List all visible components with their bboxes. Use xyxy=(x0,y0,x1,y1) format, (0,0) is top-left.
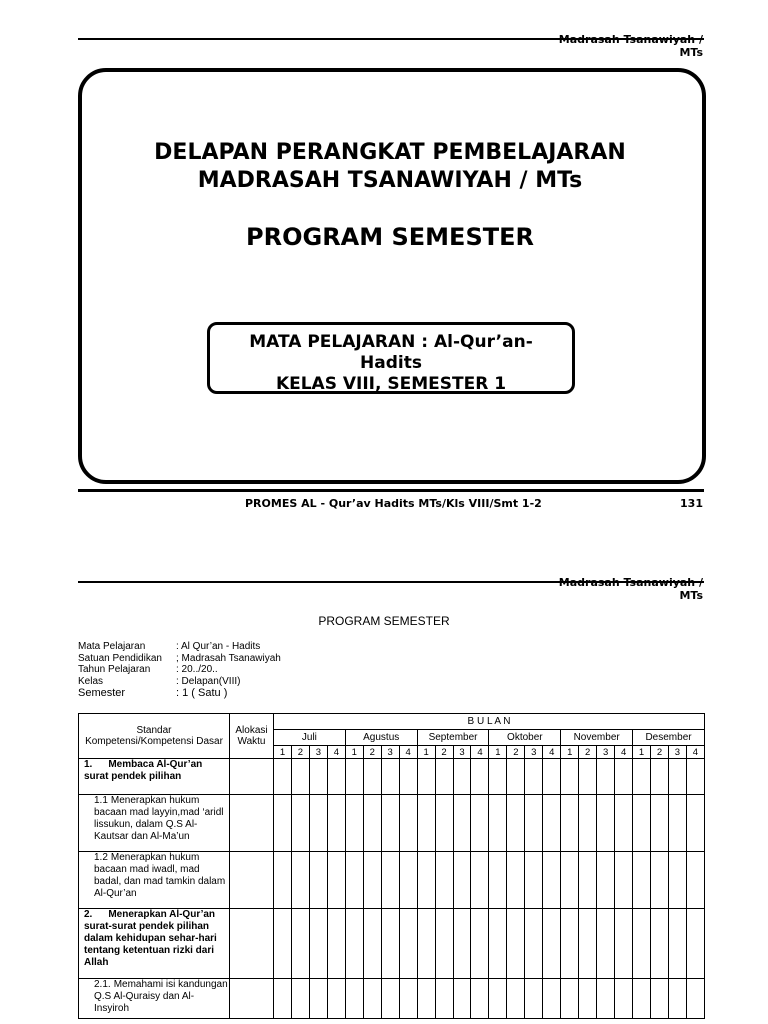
week-cell xyxy=(597,852,615,909)
week-cell xyxy=(435,909,453,979)
week-cell xyxy=(633,759,651,795)
page1-footer-rule xyxy=(78,489,704,492)
week-cell xyxy=(579,759,597,795)
page1-footer-text: PROMES AL - Qur’av Hadits MTs/Kls VIII/Smt 1-2 xyxy=(245,497,542,510)
week-cell xyxy=(579,979,597,1019)
week-cell xyxy=(363,852,381,909)
week-number: 4 xyxy=(686,746,704,759)
week-cell xyxy=(561,979,579,1019)
week-cell xyxy=(525,979,543,1019)
kompetensi-cell xyxy=(79,852,230,909)
week-cell xyxy=(453,909,471,979)
info-label: Tahun Pelajaran xyxy=(78,664,151,675)
week-number: 2 xyxy=(363,746,381,759)
week-cell xyxy=(327,909,345,979)
alokasi-cell xyxy=(230,909,274,979)
week-cell xyxy=(417,852,435,909)
week-cell xyxy=(327,795,345,852)
week-cell xyxy=(525,909,543,979)
week-cell xyxy=(525,795,543,852)
cover-title-line1: DELAPAN PERANGKAT PEMBELAJARAN xyxy=(154,140,626,165)
info-row xyxy=(78,641,281,653)
week-number: 4 xyxy=(543,746,561,759)
week-number: 3 xyxy=(381,746,399,759)
week-cell xyxy=(471,795,489,852)
col-header-bulan: B U L A N xyxy=(274,714,705,730)
mapel-line2: Hadits xyxy=(360,353,422,373)
program-semester-table xyxy=(78,713,705,1019)
mapel-box xyxy=(207,322,575,394)
week-cell xyxy=(435,852,453,909)
week-cell xyxy=(633,979,651,1019)
kompetensi-text: Menerapkan Al-Qur’an surat-surat pendek pilihan dalam kehidupan sehar-hari tentang ketentuan rizki dari Allah xyxy=(84,909,217,968)
week-cell xyxy=(399,909,417,979)
week-cell xyxy=(381,979,399,1019)
week-cell xyxy=(363,795,381,852)
week-cell xyxy=(381,852,399,909)
week-cell xyxy=(525,852,543,909)
week-cell xyxy=(686,759,704,795)
alokasi-cell xyxy=(230,795,274,852)
week-cell xyxy=(274,759,292,795)
month-header: November xyxy=(561,730,633,746)
program-semester-title: PROGRAM SEMESTER xyxy=(318,614,450,628)
week-cell xyxy=(345,759,363,795)
week-number: 3 xyxy=(597,746,615,759)
kompetensi-cell xyxy=(79,795,230,852)
week-cell xyxy=(489,979,507,1019)
week-number: 2 xyxy=(651,746,669,759)
week-cell xyxy=(327,852,345,909)
week-cell xyxy=(435,759,453,795)
week-cell xyxy=(291,979,309,1019)
week-cell xyxy=(615,759,633,795)
kompetensi-number: 2.1. xyxy=(94,979,111,990)
alokasi-cell xyxy=(230,759,274,795)
week-cell xyxy=(543,759,561,795)
week-cell xyxy=(274,909,292,979)
info-label: Kelas xyxy=(78,675,104,687)
week-number: 4 xyxy=(399,746,417,759)
info-row xyxy=(78,653,281,665)
week-cell xyxy=(309,759,327,795)
week-cell xyxy=(327,759,345,795)
week-cell xyxy=(417,979,435,1019)
week-cell xyxy=(291,852,309,909)
info-value: ; Madrasah Tsanawiyah xyxy=(176,652,281,664)
week-cell xyxy=(453,759,471,795)
kompetensi-number: 1.1 xyxy=(94,795,108,806)
week-cell xyxy=(561,909,579,979)
month-header: Juli xyxy=(274,730,346,746)
week-cell xyxy=(435,795,453,852)
kompetensi-cell xyxy=(79,909,230,979)
week-cell xyxy=(471,909,489,979)
kompetensi-text: Membaca Al-Qur’an surat pendek pilihan xyxy=(84,759,203,782)
week-cell xyxy=(561,795,579,852)
week-cell xyxy=(417,909,435,979)
week-cell xyxy=(471,759,489,795)
week-number: 1 xyxy=(274,746,292,759)
week-cell xyxy=(615,795,633,852)
page2-header xyxy=(559,576,703,602)
week-cell xyxy=(507,759,525,795)
week-cell xyxy=(471,852,489,909)
week-cell xyxy=(686,852,704,909)
week-number: 4 xyxy=(471,746,489,759)
week-cell xyxy=(579,852,597,909)
col-header-standar-kompetensi: Standar Kompetensi/Kompetensi Dasar xyxy=(79,714,230,759)
week-cell xyxy=(668,909,686,979)
week-cell xyxy=(489,795,507,852)
table-row xyxy=(79,979,705,1019)
week-cell xyxy=(651,759,669,795)
week-cell xyxy=(489,852,507,909)
page-number: 131 xyxy=(680,497,703,510)
info-value: : 1 ( Satu ) xyxy=(176,687,228,699)
week-cell xyxy=(274,852,292,909)
table-row xyxy=(79,759,705,795)
week-number: 1 xyxy=(633,746,651,759)
week-cell xyxy=(668,979,686,1019)
week-cell xyxy=(345,795,363,852)
week-cell xyxy=(651,979,669,1019)
week-cell xyxy=(327,979,345,1019)
kompetensi-number: 2. xyxy=(84,909,93,920)
week-number: 3 xyxy=(453,746,471,759)
week-cell xyxy=(543,979,561,1019)
info-row xyxy=(78,664,281,676)
week-cell xyxy=(561,759,579,795)
week-cell xyxy=(381,795,399,852)
week-cell xyxy=(579,795,597,852)
week-cell xyxy=(399,852,417,909)
page1-header-line1: Madrasah Tsanawiyah / xyxy=(558,33,703,46)
week-cell xyxy=(435,979,453,1019)
week-cell xyxy=(507,795,525,852)
week-cell xyxy=(543,795,561,852)
week-number: 2 xyxy=(507,746,525,759)
info-row xyxy=(78,676,281,688)
cover-frame xyxy=(78,68,706,484)
month-header: September xyxy=(417,730,489,746)
week-cell xyxy=(345,909,363,979)
table-row xyxy=(79,852,705,909)
week-cell xyxy=(507,979,525,1019)
week-cell xyxy=(291,759,309,795)
week-cell xyxy=(453,979,471,1019)
info-block xyxy=(78,641,281,700)
week-cell xyxy=(363,759,381,795)
kompetensi-cell xyxy=(79,759,230,795)
info-value: : Al Qur’an - Hadits xyxy=(176,641,261,652)
alokasi-cell xyxy=(230,852,274,909)
week-number: 4 xyxy=(327,746,345,759)
table-row xyxy=(79,795,705,852)
table-row xyxy=(79,909,705,979)
week-cell xyxy=(309,909,327,979)
week-cell xyxy=(615,979,633,1019)
week-number: 3 xyxy=(668,746,686,759)
week-cell xyxy=(543,909,561,979)
mapel-line1: MATA PELAJARAN : Al-Qur’an- xyxy=(249,332,533,352)
week-cell xyxy=(417,759,435,795)
week-cell xyxy=(363,979,381,1019)
week-cell xyxy=(651,795,669,852)
week-number: 4 xyxy=(615,746,633,759)
info-label: Mata Pelajaran xyxy=(78,641,146,652)
page2-header-line1: Madrasah Tsanawiyah / xyxy=(558,576,703,589)
week-cell xyxy=(453,852,471,909)
week-cell xyxy=(345,979,363,1019)
week-cell xyxy=(525,759,543,795)
info-value: : Delapan(VIII) xyxy=(176,675,241,687)
week-cell xyxy=(291,795,309,852)
info-value: : 20../20.. xyxy=(176,664,218,675)
week-cell xyxy=(309,852,327,909)
alokasi-cell xyxy=(230,979,274,1019)
week-cell xyxy=(686,979,704,1019)
month-header: Desember xyxy=(633,730,705,746)
week-cell xyxy=(633,852,651,909)
cover-title-line2: MADRASAH TSANAWIYAH / MTs xyxy=(197,168,583,193)
week-cell xyxy=(597,909,615,979)
week-number: 2 xyxy=(291,746,309,759)
week-number: 3 xyxy=(309,746,327,759)
week-cell xyxy=(381,759,399,795)
week-number: 1 xyxy=(489,746,507,759)
mapel-line3: KELAS VIII, SEMESTER 1 xyxy=(275,374,507,394)
week-cell xyxy=(471,979,489,1019)
kompetensi-text: Menerapkan hukum bacaan mad layyin,mad ‘aridl lissukun, dalam Q.S Al-Kautsar dan Al-Ma’un xyxy=(94,795,224,842)
week-cell xyxy=(507,852,525,909)
month-header: Oktober xyxy=(489,730,561,746)
kompetensi-text: Menerapkan hukum bacaan mad iwadl, mad badal, dan mad tamkin dalam Al-Qur’an xyxy=(94,852,226,899)
week-cell xyxy=(309,979,327,1019)
week-cell xyxy=(633,795,651,852)
week-cell xyxy=(489,759,507,795)
week-cell xyxy=(597,795,615,852)
week-cell xyxy=(597,759,615,795)
week-cell xyxy=(274,795,292,852)
week-cell xyxy=(561,852,579,909)
info-row xyxy=(78,687,281,700)
week-cell xyxy=(686,795,704,852)
week-cell xyxy=(615,909,633,979)
cover-program-title: PROGRAM SEMESTER xyxy=(246,223,534,251)
week-number: 1 xyxy=(345,746,363,759)
kompetensi-number: 1. xyxy=(84,759,93,770)
week-cell xyxy=(363,909,381,979)
week-cell xyxy=(345,852,363,909)
week-cell xyxy=(399,795,417,852)
kompetensi-cell xyxy=(79,979,230,1019)
week-cell xyxy=(597,979,615,1019)
week-cell xyxy=(507,909,525,979)
week-cell xyxy=(651,909,669,979)
week-number: 2 xyxy=(435,746,453,759)
month-header: Agustus xyxy=(345,730,417,746)
week-cell xyxy=(399,759,417,795)
week-cell xyxy=(417,795,435,852)
week-number: 1 xyxy=(417,746,435,759)
week-cell xyxy=(399,979,417,1019)
col-header-alokasi-waktu: Alokasi Waktu xyxy=(230,714,274,759)
week-cell xyxy=(633,909,651,979)
week-cell xyxy=(615,852,633,909)
week-cell xyxy=(668,852,686,909)
week-cell xyxy=(274,979,292,1019)
info-label: Satuan Pendidikan xyxy=(78,652,162,664)
table-header-row xyxy=(79,714,705,730)
week-cell xyxy=(668,759,686,795)
week-cell xyxy=(686,909,704,979)
week-cell xyxy=(579,909,597,979)
page1-header xyxy=(559,33,703,59)
page1-header-line2: MTs xyxy=(679,46,703,59)
week-cell xyxy=(651,852,669,909)
week-cell xyxy=(543,852,561,909)
week-number: 1 xyxy=(561,746,579,759)
week-cell xyxy=(291,909,309,979)
kompetensi-text: Memahami isi kandungan Q.S Al-Quraisy dan Al-Insyiroh xyxy=(94,979,228,1014)
week-cell xyxy=(309,795,327,852)
week-cell xyxy=(489,909,507,979)
info-label: Semester xyxy=(78,687,126,699)
week-number: 2 xyxy=(579,746,597,759)
week-cell xyxy=(381,909,399,979)
kompetensi-number: 1.2 xyxy=(94,852,108,863)
page2-header-line2: MTs xyxy=(679,589,703,602)
week-cell xyxy=(453,795,471,852)
week-number: 3 xyxy=(525,746,543,759)
week-cell xyxy=(668,795,686,852)
